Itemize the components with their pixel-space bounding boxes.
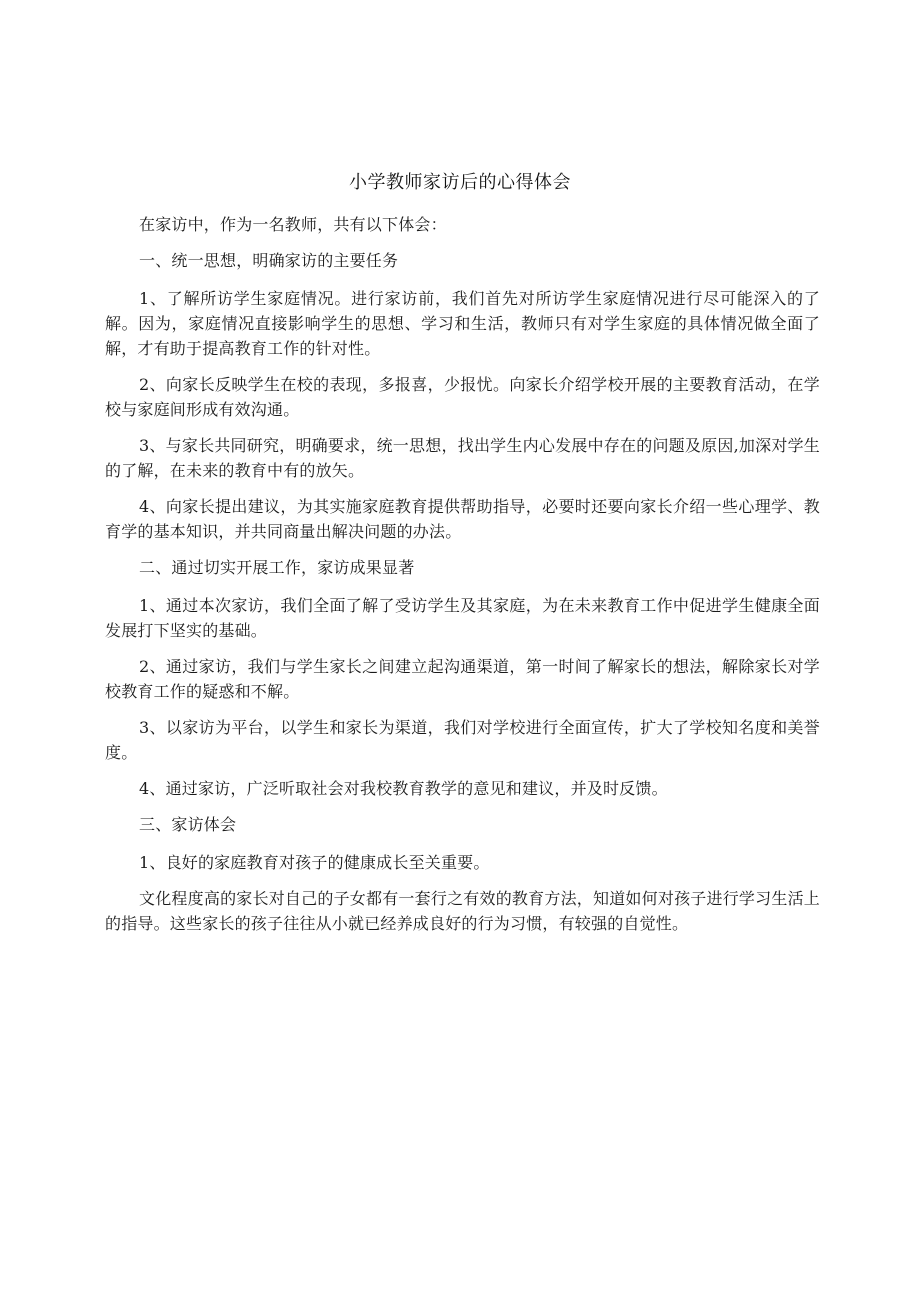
document-title: 小学教师家访后的心得体会	[349, 172, 571, 193]
paragraph-2-3: 3、以家访为平台，以学生和家长为渠道，我们对学校进行全面宣传，扩大了学校知名度和美誉度。	[105, 718, 820, 762]
paragraph-3-2: 文化程度高的家长对自己的子女都有一套行之有效的教育方法，知道如何对孩子进行学习生活上的指导。这些家长的孩子往往从小就已经养成良好的行为习惯，有较强的自觉性。	[105, 889, 820, 933]
section-heading-1: 一、统一思想，明确家访的主要任务	[139, 251, 399, 270]
section-heading-3: 三、家访体会	[139, 815, 237, 834]
paragraph-2-2: 2、通过家访，我们与学生家长之间建立起沟通渠道，第一时间了解家长的想法，解除家长对学校教育工作的疑惑和不解。	[105, 657, 820, 701]
paragraph-2-1: 1、通过本次家访，我们全面了解了受访学生及其家庭，为在未来教育工作中促进学生健康全面发展打下坚实的基础。	[105, 596, 820, 640]
paragraph-1-3: 3、与家长共同研究，明确要求，统一思想，找出学生内心发展中存在的问题及原因,加深对学生的了解，在未来的教育中有的放矢。	[105, 436, 820, 480]
paragraph-2-4: 4、通过家访，广泛听取社会对我校教育教学的意见和建议，并及时反馈。	[139, 779, 668, 798]
paragraph-1-4: 4、向家长提出建议，为其实施家庭教育提供帮助指导，必要时还要向家长介绍一些心理学、教育学的基本知识，并共同商量出解决问题的办法。	[105, 497, 820, 541]
paragraph-3-1: 1、良好的家庭教育对孩子的健康成长至关重要。	[139, 853, 490, 872]
paragraph-1-2: 2、向家长反映学生在校的表现，多报喜，少报忧。向家长介绍学校开展的主要教育活动，在学校与家庭间形成有效沟通。	[105, 375, 820, 419]
paragraph-1-1: 1、了解所访学生家庭情况。进行家访前，我们首先对所访学生家庭情况进行尽可能深入的了解。因为，家庭情况直接影响学生的思想、学习和生活，教师只有对学生家庭的具体情况做全面了解，才有助于提高教育工作的针对性。	[105, 289, 820, 358]
document-body	[105, 212, 820, 947]
section-heading-2: 二、通过切实开展工作，家访成果显著	[139, 558, 415, 577]
intro-paragraph: 在家访中，作为一名教师，共有以下体会：	[139, 215, 447, 234]
